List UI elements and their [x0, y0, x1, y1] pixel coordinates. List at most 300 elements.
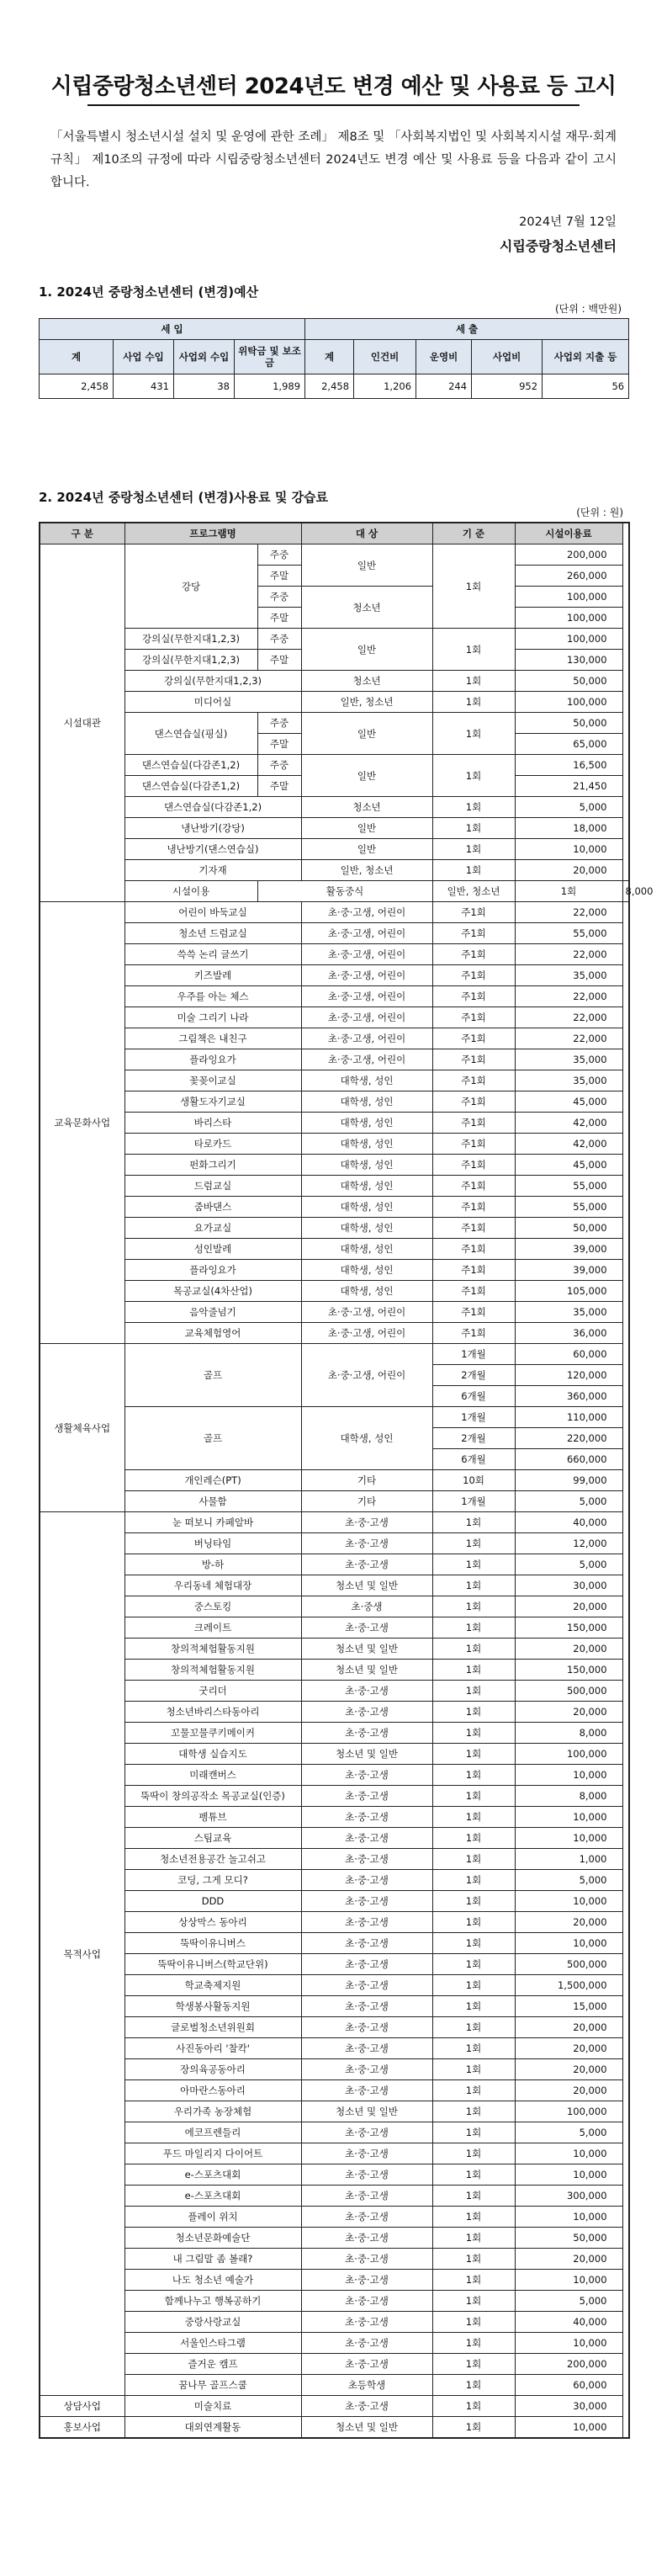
- table-row: [40, 1681, 629, 1702]
- fee: 42,000: [515, 1113, 622, 1134]
- basis: 1회: [432, 692, 515, 713]
- table-row: [40, 1807, 629, 1828]
- fee: 20,000: [515, 860, 622, 881]
- basis: 1회: [432, 1512, 515, 1533]
- target: 청소년 및 일반: [301, 1639, 432, 1660]
- basis: 1회: [432, 1744, 515, 1765]
- fee: 5,000: [515, 1870, 622, 1891]
- table-row: [40, 1660, 629, 1681]
- basis: 1회: [432, 2143, 515, 2164]
- target: 청소년: [301, 671, 432, 692]
- day-type: 주말: [257, 776, 301, 797]
- basis: 1회: [432, 1891, 515, 1912]
- fee: 12,000: [515, 1533, 622, 1554]
- program-name: 굿리더: [124, 1681, 301, 1702]
- fee: 300,000: [515, 2186, 622, 2207]
- fee: 22,000: [515, 1007, 622, 1028]
- target: 초·중·고생, 어린이: [301, 1323, 432, 1344]
- basis: 1회: [432, 2333, 515, 2354]
- target: 대학생, 성인: [301, 1113, 432, 1134]
- target: 대학생, 성인: [301, 1091, 432, 1113]
- program-name: 우리가족 농장체험: [124, 2101, 301, 2122]
- fee: 45,000: [515, 1091, 622, 1113]
- program-name: 장의육공동아리: [124, 2059, 301, 2080]
- target: 초·중·고생: [301, 2396, 432, 2417]
- program-name: 펭튜브: [124, 1807, 301, 1828]
- fee: 100,000: [515, 629, 622, 650]
- target: 청소년 및 일반: [301, 2101, 432, 2122]
- day-type: 주중: [257, 755, 301, 776]
- table-row: [40, 1702, 629, 1723]
- fee: 150,000: [515, 1617, 622, 1639]
- fee: 100,000: [515, 1744, 622, 1765]
- table-row: [40, 1260, 629, 1281]
- program-name: DDD: [124, 1891, 301, 1912]
- target: 일반, 청소년: [432, 881, 515, 902]
- table-row: [40, 1218, 629, 1239]
- basis: 주1회: [432, 1323, 515, 1344]
- table-row: [40, 1323, 629, 1344]
- fee: 120,000: [515, 1365, 622, 1386]
- program-name: 기자재: [124, 860, 301, 881]
- basis: 2개월: [432, 1365, 515, 1386]
- basis: 주1회: [432, 1176, 515, 1197]
- budget-value: 431: [114, 374, 174, 399]
- program-name: 방-하: [124, 1554, 301, 1575]
- target: 초·중·고생: [301, 2164, 432, 2186]
- table-row: [40, 1197, 629, 1218]
- target: 초·중·고생: [301, 1512, 432, 1533]
- notice-date: 2024년 7월 12일: [519, 215, 617, 229]
- category-facility: 시설대관: [40, 544, 124, 902]
- target: 대학생, 성인: [301, 1281, 432, 1302]
- program-name: 에코프렌들리: [124, 2122, 301, 2143]
- program-name: 미술치료: [124, 2396, 301, 2417]
- program-name: 댄스연습실(다감존1,2): [124, 797, 301, 818]
- fee: 5,000: [515, 2122, 622, 2143]
- basis: 주1회: [432, 1007, 515, 1028]
- category-pr: 홍보사업: [40, 2417, 124, 2439]
- fee: 45,000: [515, 1155, 622, 1176]
- table-row: [40, 944, 629, 965]
- program-name: 중랑사랑교실: [124, 2312, 301, 2333]
- program-name: 청소년전용공간 놀고쉬고: [124, 1849, 301, 1870]
- fee: 220,000: [515, 1428, 622, 1449]
- table-row: [40, 1849, 629, 1870]
- table-row: [40, 1113, 629, 1134]
- table-row: [40, 1239, 629, 1260]
- basis: 1회: [432, 2354, 515, 2375]
- target: 초·중·고생: [301, 2249, 432, 2270]
- fee: 20,000: [515, 1912, 622, 1933]
- basis: 1개월: [432, 1344, 515, 1365]
- table-row: [40, 2396, 629, 2417]
- category-use: 시설이용: [124, 881, 257, 902]
- basis: 1회: [432, 2291, 515, 2312]
- budget-col-header: 사업비: [472, 340, 543, 374]
- program-name: 어린이 바둑교실: [124, 902, 301, 923]
- table-row: [40, 1870, 629, 1891]
- table-row: [40, 2291, 629, 2312]
- table-row: [40, 1302, 629, 1323]
- col-header-basis: 기 준: [432, 523, 515, 544]
- table-row: [40, 1723, 629, 1744]
- program-name: 키즈발레: [124, 965, 301, 986]
- fee: 100,000: [515, 587, 622, 608]
- expense-header: 세 출: [305, 319, 629, 340]
- fee: 5,000: [515, 1491, 622, 1512]
- target: 대학생, 성인: [301, 1070, 432, 1091]
- income-header: 세 입: [40, 319, 305, 340]
- program-name: 성인발레: [124, 1239, 301, 1260]
- table-row: [40, 1134, 629, 1155]
- program-name: 냉난방기(댄스연습실): [124, 839, 301, 860]
- program-name: 미술 그리기 나라: [124, 1007, 301, 1028]
- day-type: 주말: [257, 608, 301, 629]
- fees-section-title: 2. 2024년 중랑청소년센터 (변경)사용료 및 강습료: [39, 490, 329, 505]
- fee: 10,000: [515, 1933, 622, 1954]
- basis: 주1회: [432, 1218, 515, 1239]
- fee: 60,000: [515, 1344, 622, 1365]
- budget-value: 952: [472, 374, 543, 399]
- fee: 5,000: [515, 1554, 622, 1575]
- table-row: [40, 1786, 629, 1807]
- fee: 30,000: [515, 2396, 622, 2417]
- fee: 15,000: [515, 1996, 622, 2017]
- target: 청소년 및 일반: [301, 2417, 432, 2439]
- table-row: [40, 1891, 629, 1912]
- program-name: 골프: [124, 1407, 301, 1470]
- fee: 22,000: [515, 1028, 622, 1049]
- program-name: 스팀교육: [124, 1828, 301, 1849]
- target: 기타: [301, 1470, 432, 1491]
- basis: 1개월: [432, 1491, 515, 1512]
- program-name: 크레이트: [124, 1617, 301, 1639]
- fee: 50,000: [515, 671, 622, 692]
- basis: 1개월: [432, 1407, 515, 1428]
- target: 일반: [301, 629, 432, 671]
- program-name: 창의적체험활동지원: [124, 1660, 301, 1681]
- target: 대학생, 성인: [301, 1176, 432, 1197]
- table-row: [40, 1491, 629, 1512]
- basis: 주1회: [432, 986, 515, 1007]
- target: 대학생, 성인: [301, 1134, 432, 1155]
- program-name: 냉난방기(강당): [124, 818, 301, 839]
- program-name: 청소년 드럼교실: [124, 923, 301, 944]
- target: 초·중·고생: [301, 2270, 432, 2291]
- table-row: [40, 2354, 629, 2375]
- basis: 1회: [432, 2101, 515, 2122]
- program-name: 개인레슨(PT): [124, 1470, 301, 1491]
- basis: 주1회: [432, 965, 515, 986]
- program-name: 댄스연습실(다감존1,2): [124, 776, 257, 797]
- fee: 20,000: [515, 1596, 622, 1617]
- target: 대학생, 성인: [301, 1239, 432, 1260]
- fee: 22,000: [515, 944, 622, 965]
- program-name: 교육체험영어: [124, 1323, 301, 1344]
- day-type: 주중: [257, 629, 301, 650]
- program-name: 강의실(무한지대1,2,3): [124, 671, 301, 692]
- table-row: [40, 2333, 629, 2354]
- category-purpose: 목적사업: [40, 1512, 124, 2396]
- target: 초·중·고생: [301, 2207, 432, 2228]
- fees-table: [39, 522, 654, 2439]
- basis: 1회: [432, 1954, 515, 1975]
- table-row: [40, 2228, 629, 2249]
- basis: 1회: [432, 2228, 515, 2249]
- table-row: [40, 986, 629, 1007]
- target: 청소년: [301, 797, 432, 818]
- basis: 주1회: [432, 1070, 515, 1091]
- program-name: 청소년문화예술단: [124, 2228, 301, 2249]
- table-row: [40, 965, 629, 986]
- table-row: [40, 2038, 629, 2059]
- table-row: [40, 2312, 629, 2333]
- col-header-fee: 시설이용료: [515, 523, 622, 544]
- col-header-program: 프로그램명: [124, 523, 301, 544]
- program-name: 드럼교실: [124, 1176, 301, 1197]
- table-row: [40, 1091, 629, 1113]
- fee: 55,000: [515, 1197, 622, 1218]
- basis: 1회: [432, 2396, 515, 2417]
- budget-col-header: 인건비: [354, 340, 416, 374]
- program-name: 학교축제지원: [124, 1975, 301, 1996]
- basis: 주1회: [432, 1028, 515, 1049]
- table-row: [40, 1765, 629, 1786]
- fee: 20,000: [515, 1639, 622, 1660]
- basis: 1회: [432, 1617, 515, 1639]
- basis: 주1회: [432, 1197, 515, 1218]
- table-row: [40, 1512, 629, 1533]
- fee: 55,000: [515, 1176, 622, 1197]
- target: 대학생, 성인: [301, 1260, 432, 1281]
- day-type: 주중: [257, 544, 301, 566]
- col-header-category: 구 분: [40, 523, 124, 544]
- basis: 주1회: [432, 1091, 515, 1113]
- notice-paragraph: 「서울특별시 청소년시설 설치 및 운영에 관한 조례」 제8조 및 「사회복지법인 및 사회복지시설 재무·회계규칙」 제10조의 규정에 따라 시립중랑청소년센터 2024년도 변경 예산 및 사용료 등을 다음과 같이 고시합니다.: [50, 130, 617, 189]
- basis: 1회: [432, 2270, 515, 2291]
- basis: 1회: [432, 2375, 515, 2396]
- basis: 주1회: [432, 1113, 515, 1134]
- table-row: [40, 1639, 629, 1660]
- table-row: [40, 2207, 629, 2228]
- table-row: [40, 1344, 629, 1365]
- basis: 1회: [432, 1596, 515, 1617]
- fee: 360,000: [515, 1386, 622, 1407]
- table-row: [40, 671, 629, 692]
- fee: 55,000: [515, 923, 622, 944]
- target: 청소년 및 일반: [301, 1660, 432, 1681]
- table-row: [40, 1070, 629, 1091]
- target: 초·중·고생, 어린이: [301, 986, 432, 1007]
- table-row: [40, 1828, 629, 1849]
- program-name: 함께나누고 행복공하기: [124, 2291, 301, 2312]
- table-row: [40, 2059, 629, 2080]
- budget-value: 38: [174, 374, 235, 399]
- program-name: 글로벌청소년위원회: [124, 2017, 301, 2038]
- table-row: [40, 1281, 629, 1302]
- fee: 260,000: [515, 566, 622, 587]
- target: 초·중·고생, 어린이: [301, 1344, 432, 1407]
- budget-value: 244: [416, 374, 472, 399]
- fee: 40,000: [515, 1512, 622, 1533]
- program-name: 내 그림말 좀 볼래?: [124, 2249, 301, 2270]
- basis: 10회: [432, 1470, 515, 1491]
- fee: 10,000: [515, 2270, 622, 2291]
- table-row: [40, 1049, 629, 1070]
- program-name: 미디어실: [124, 692, 301, 713]
- budget-value: 1,206: [354, 374, 416, 399]
- target: 초·중·고생: [301, 1870, 432, 1891]
- basis: 1회: [432, 2207, 515, 2228]
- fee: 20,000: [515, 2059, 622, 2080]
- program-name: 뚝딱이유니버스: [124, 1933, 301, 1954]
- fee: 100,000: [515, 692, 622, 713]
- program-name: 버닝타임: [124, 1533, 301, 1554]
- fee: 8,000: [515, 1723, 622, 1744]
- fee: 1,500,000: [515, 1975, 622, 1996]
- target: 초·중·고생: [301, 2312, 432, 2333]
- table-row: [40, 2101, 629, 2122]
- target: 초·중·고생: [301, 1765, 432, 1786]
- program-name: 미래캔버스: [124, 1765, 301, 1786]
- budget-table: [39, 318, 629, 399]
- table-row: [40, 1554, 629, 1575]
- program-name: 창의적체험활동지원: [124, 1639, 301, 1660]
- fee: 200,000: [515, 2354, 622, 2375]
- basis: 1회: [432, 2417, 515, 2439]
- fee: 21,450: [515, 776, 622, 797]
- program-name: 목공교실(4차산업): [124, 1281, 301, 1302]
- table-row: [40, 1575, 629, 1596]
- fee: 8,000: [515, 1786, 622, 1807]
- table-row: [40, 818, 629, 839]
- fee: 30,000: [515, 1575, 622, 1596]
- basis: 1회: [432, 818, 515, 839]
- table-row: [40, 1533, 629, 1554]
- budget-value: 56: [543, 374, 629, 399]
- target: 초·중·고생: [301, 1954, 432, 1975]
- budget-section-title: 1. 2024년 중랑청소년센터 (변경)예산: [39, 284, 259, 300]
- target: 초·중·고생: [301, 1828, 432, 1849]
- table-row: [40, 881, 629, 902]
- program-name: 상상막스 동아리: [124, 1912, 301, 1933]
- basis: 1회: [515, 881, 622, 902]
- target: 초·중·고생: [301, 2186, 432, 2207]
- fee: 36,000: [515, 1323, 622, 1344]
- fee: 10,000: [515, 2207, 622, 2228]
- fee: 660,000: [515, 1449, 622, 1470]
- target: 일반: [301, 839, 432, 860]
- program-name: 사진동아리 '찰칵': [124, 2038, 301, 2059]
- fees-unit: (단위 : 원): [576, 507, 623, 518]
- fee: 10,000: [515, 1828, 622, 1849]
- category-education: 교육문화사업: [40, 902, 124, 1344]
- target: 초·중·고생: [301, 1681, 432, 1702]
- basis: 주1회: [432, 923, 515, 944]
- fee: 200,000: [515, 544, 622, 566]
- day-type: 주중: [257, 587, 301, 608]
- basis: 2개월: [432, 1428, 515, 1449]
- target: 초·중·고생, 어린이: [301, 902, 432, 923]
- fee: 39,000: [515, 1239, 622, 1260]
- budget-col-header: 위탁금 및 보조금: [235, 340, 305, 374]
- fee: 20,000: [515, 2249, 622, 2270]
- day-type: 주말: [257, 566, 301, 587]
- budget-col-header: 계: [40, 340, 114, 374]
- basis: 1회: [432, 2059, 515, 2080]
- table-row: [40, 692, 629, 713]
- basis: 주1회: [432, 1239, 515, 1260]
- target: 초·중·고생: [301, 1807, 432, 1828]
- budget-col-header: 사업외 지출 등: [543, 340, 629, 374]
- target: 대학생, 성인: [301, 1155, 432, 1176]
- target: 대학생, 성인: [301, 1197, 432, 1218]
- basis: 1회: [432, 2186, 515, 2207]
- table-row: [40, 1617, 629, 1639]
- target: 초·중·고생: [301, 1554, 432, 1575]
- program-name: 활동중식: [257, 881, 432, 902]
- fee: 10,000: [515, 2333, 622, 2354]
- table-row: [40, 1028, 629, 1049]
- budget-col-header: 사업 수입: [114, 340, 174, 374]
- table-row: [40, 2164, 629, 2186]
- program-name: 즐거운 캠프: [124, 2354, 301, 2375]
- fee: 500,000: [515, 1954, 622, 1975]
- program-name: 학생봉사활동지원: [124, 1996, 301, 2017]
- program-name: 뚝딱이유니버스(학교단위): [124, 1954, 301, 1975]
- target: 초·중·고생: [301, 2122, 432, 2143]
- table-row: [40, 2017, 629, 2038]
- target: 초등학생: [301, 2375, 432, 2396]
- target: 초·중·고생: [301, 1786, 432, 1807]
- fee: 100,000: [515, 608, 622, 629]
- program-name: 요가교실: [124, 1218, 301, 1239]
- basis: 1회: [432, 2017, 515, 2038]
- basis: 1회: [432, 1639, 515, 1660]
- program-name: 꿈나무 골프스쿨: [124, 2375, 301, 2396]
- table-row: [40, 2249, 629, 2270]
- program-name: 강의실(무한지대1,2,3): [124, 629, 257, 650]
- basis: 1회: [432, 1786, 515, 1807]
- program-name: 음악줄넘기: [124, 1302, 301, 1323]
- target: 초·중·고생: [301, 1933, 432, 1954]
- fee: 105,000: [515, 1281, 622, 1302]
- basis: 1회: [432, 1828, 515, 1849]
- basis: 6개월: [432, 1449, 515, 1470]
- target: 초·중·고생: [301, 1533, 432, 1554]
- fee: 60,000: [515, 2375, 622, 2396]
- basis: 주1회: [432, 944, 515, 965]
- basis: 1회: [432, 755, 515, 797]
- table-row: [40, 523, 629, 544]
- target: 초·중·고생: [301, 1975, 432, 1996]
- basis: 6개월: [432, 1386, 515, 1407]
- budget-col-header: 사업외 수입: [174, 340, 235, 374]
- day-type: 주말: [257, 734, 301, 755]
- table-row: [40, 1470, 629, 1491]
- basis: 주1회: [432, 1302, 515, 1323]
- program-name: 바리스타: [124, 1113, 301, 1134]
- target: 초·중·고생: [301, 1891, 432, 1912]
- program-name: 아마란스동아리: [124, 2080, 301, 2101]
- target: 초·중·고생, 어린이: [301, 1302, 432, 1323]
- table-row: [40, 1912, 629, 1933]
- fee: 20,000: [515, 1702, 622, 1723]
- fee: 8,000: [622, 881, 629, 902]
- fee: 22,000: [515, 986, 622, 1007]
- target: 일반: [301, 755, 432, 797]
